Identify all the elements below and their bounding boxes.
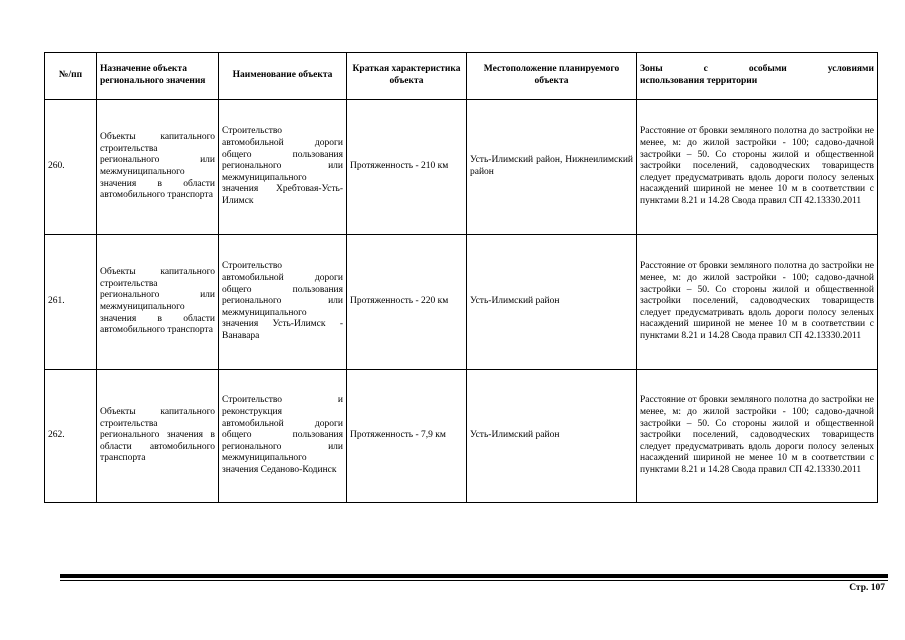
objects-table xyxy=(44,52,878,503)
footer-divider-thick xyxy=(60,574,888,578)
row-location: Усть-Илимский район xyxy=(467,370,637,503)
row-purpose: Объекты капитального строительства регионального или межмуниципального значения в области автомобильного транспорта xyxy=(97,100,219,235)
row-number: 262. xyxy=(45,370,97,503)
header-zones-line2: использования территории xyxy=(640,76,758,86)
row-name: Строительство автомобильной дороги общего пользования регионального или межмуниципального значения Хребтовая-Усть- Илимск xyxy=(219,100,347,235)
row-zones: Расстояние от бровки земляного полотна до застройки не менее, м: до жилой застройки - 100; садово-дачной застройки – 50. Со стороны жилой и общественной застройки поселений, садоводческих товариществ следует предусматривать вдоль дороги полосу зеленых насаждений шириной не менее 10 м в соответствии с пунктами 8.21 и 14.28 Свода правил СП 42.13330.2011 xyxy=(637,100,878,235)
header-name: Наименование объекта xyxy=(219,53,347,100)
row-characteristic: Протяженность - 220 км xyxy=(347,235,467,370)
row-zones: Расстояние от бровки земляного полотна до застройки не менее, м: до жилой застройки - 100; садово-дачной застройки – 50. Со стороны жилой и общественной застройки поселений, садоводческих товариществ следует предусматривать вдоль дороги полосу зеленых насаждений шириной не менее 10 м в соответствии с пунктами 8.21 и 14.28 Свода правил СП 42.13330.2011 xyxy=(637,235,878,370)
header-characteristic: Краткая характеристика объекта xyxy=(347,53,467,100)
table-row xyxy=(45,370,878,503)
row-zones: Расстояние от бровки земляного полотна до застройки не менее, м: до жилой застройки - 100; садово-дачной застройки – 50. Со стороны жилой и общественной застройки поселений, садоводческих товариществ следует предусматривать вдоль дороги полосу зеленых насаждений шириной не менее 10 м в соответствии с пунктами 8.21 и 14.28 Свода правил СП 42.13330.2011 xyxy=(637,370,878,503)
row-purpose: Объекты капитального строительства регионального значения в области автомобильного транспорта xyxy=(97,370,219,503)
header-number: №/пп xyxy=(45,53,97,100)
header-zones xyxy=(637,53,878,100)
row-name: Строительство автомобильной дороги общего пользования регионального или межмуниципального значения Усть-Илимск - Ванавара xyxy=(219,235,347,370)
table-row xyxy=(45,235,878,370)
footer-divider-thin xyxy=(60,580,888,581)
row-number: 260. xyxy=(45,100,97,235)
row-location: Усть-Илимский район xyxy=(467,235,637,370)
row-purpose: Объекты капитального строительства регионального или межмуниципального значения в области автомобильного транспорта xyxy=(97,235,219,370)
table-row xyxy=(45,100,878,235)
row-number: 261. xyxy=(45,235,97,370)
page-number: Стр. 107 xyxy=(849,583,885,593)
row-location: Усть-Илимский район, Нижнеилимский район xyxy=(467,100,637,235)
header-zones-line1: Зоны с особыми условиями xyxy=(640,64,874,75)
row-characteristic: Протяженность - 7,9 км xyxy=(347,370,467,503)
row-name: Строительство и реконструкция автомобильной дороги общего пользования регионального или межмуниципального значения Седаново-Кодинск xyxy=(219,370,347,503)
table-header-row xyxy=(45,53,878,100)
row-characteristic: Протяженность - 210 км xyxy=(347,100,467,235)
header-purpose: Назначение объекта регионального значения xyxy=(97,53,219,100)
header-location: Местоположение планируемого объекта xyxy=(467,53,637,100)
